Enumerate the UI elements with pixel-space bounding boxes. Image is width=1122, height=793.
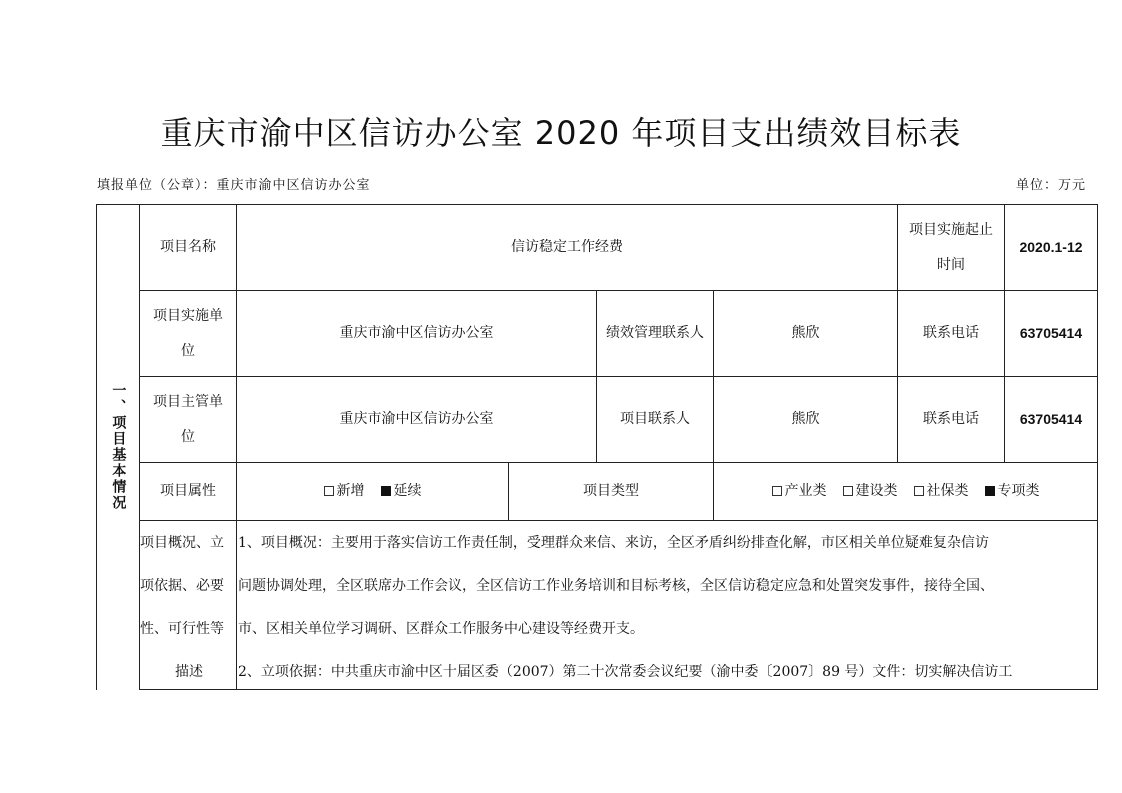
attr-option-continued-label: 延续 xyxy=(393,483,422,500)
type-option-construction-label: 建设类 xyxy=(855,483,898,500)
type-option-special-label: 专项类 xyxy=(997,483,1040,500)
project-name-value-cell xyxy=(237,205,897,290)
type-label: 项目类型 xyxy=(583,483,639,500)
description-label xyxy=(140,522,238,694)
description-label-line: 项依据、必要 xyxy=(140,578,224,594)
description-text-line: 问题协调处理，全区联席办工作会议，全区信访工作业务培训和目标考核，全区信访稳定应急和处置突发事件，接待全国、 xyxy=(238,578,994,594)
attr-option-continued[interactable] xyxy=(381,483,422,500)
type-option-construction[interactable] xyxy=(843,483,898,500)
impl-unit-label-line1: 项目实施单 xyxy=(153,307,223,324)
attr-option-new-label: 新增 xyxy=(336,483,365,500)
type-option-social-label: 社保类 xyxy=(926,483,969,500)
impl-unit-value-cell xyxy=(237,291,596,376)
mgr-unit-value: 重庆市渝中区信访办公室 xyxy=(339,411,494,428)
type-option-social-checkbox[interactable] xyxy=(914,486,924,496)
impl-unit-value: 重庆市渝中区信访办公室 xyxy=(339,325,494,342)
perf-contact-value: 熊欣 xyxy=(791,325,820,342)
attr-option-new[interactable] xyxy=(324,483,365,500)
perf-contact-label-cell xyxy=(597,291,713,376)
description-text xyxy=(238,522,1096,694)
type-option-special[interactable] xyxy=(985,483,1040,500)
type-options-cell xyxy=(714,463,1097,520)
period-value: 2020.1-12 xyxy=(1019,239,1083,256)
phone-label-1-cell xyxy=(898,291,1004,376)
proj-contact-label: 项目联系人 xyxy=(620,411,690,428)
phone-value-1-cell xyxy=(1005,291,1097,376)
period-label-line1: 项目实施起止 xyxy=(909,221,993,238)
proj-contact-label-cell xyxy=(597,377,713,462)
phone-value-1: 63705414 xyxy=(1019,325,1083,342)
phone-label-2-cell xyxy=(898,377,1004,462)
type-label-cell xyxy=(509,463,713,520)
attr-label: 项目属性 xyxy=(160,483,216,500)
description-text-line: 1、项目概况：主要用于落实信访工作责任制，受理群众来信、来访，全区矛盾纠纷排查化解，市区相关单位疑难复杂信访 xyxy=(238,535,989,551)
type-option-industry-checkbox[interactable] xyxy=(772,486,782,496)
perf-contact-value-cell xyxy=(714,291,897,376)
description-label-line: 性、可行性等 xyxy=(140,621,224,637)
phone-label-2: 联系电话 xyxy=(923,411,979,428)
type-option-social[interactable] xyxy=(914,483,969,500)
period-label-cell xyxy=(898,205,1004,290)
type-option-industry-label: 产业类 xyxy=(784,483,827,500)
impl-unit-label-line2: 位 xyxy=(181,342,195,359)
filler-unit: 填报单位（公章）：重庆市渝中区信访办公室 xyxy=(97,178,371,193)
type-option-construction-checkbox[interactable] xyxy=(843,486,853,496)
mgr-unit-label-cell xyxy=(140,377,236,462)
mgr-unit-value-cell xyxy=(237,377,596,462)
section-label-cell xyxy=(97,205,139,689)
attr-option-new-checkbox[interactable] xyxy=(324,486,334,496)
type-option-industry[interactable] xyxy=(772,483,827,500)
attr-label-cell xyxy=(140,463,236,520)
impl-unit-label-cell xyxy=(140,291,236,376)
document-title: 重庆市渝中区信访办公室 2020 年项目支出绩效目标表 xyxy=(160,114,962,152)
description-text-line: 市、区相关单位学习调研、区群众工作服务中心建设等经费开支。 xyxy=(238,621,644,637)
proj-contact-value-cell xyxy=(714,377,897,462)
proj-contact-value: 熊欣 xyxy=(791,411,820,428)
description-label-line: 项目概况、立 xyxy=(140,535,224,551)
attr-options-cell xyxy=(237,463,508,520)
currency-unit: 单位：万元 xyxy=(1015,178,1086,193)
description-label-line: 描述 xyxy=(175,664,203,680)
period-value-cell xyxy=(1005,205,1097,290)
period-label-line2: 时间 xyxy=(937,256,965,273)
type-option-special-checkbox[interactable] xyxy=(985,486,995,496)
mgr-unit-label-line1: 项目主管单 xyxy=(153,393,223,410)
section-label: 一、项目基本情况 xyxy=(110,383,127,511)
phone-value-2: 63705414 xyxy=(1019,411,1083,428)
attr-option-continued-checkbox[interactable] xyxy=(381,486,391,496)
project-name-label: 项目名称 xyxy=(160,239,216,256)
project-name-label-cell xyxy=(140,205,236,290)
phone-label-1: 联系电话 xyxy=(923,325,979,342)
project-name-value: 信访稳定工作经费 xyxy=(511,239,623,256)
perf-contact-label: 绩效管理联系人 xyxy=(606,325,704,342)
description-text-line: 2、立项依据：中共重庆市渝中区十届区委（2007）第二十次常委会议纪要（渝中委〔2007〕89 号）文件：切实解决信访工 xyxy=(238,664,1013,680)
phone-value-2-cell xyxy=(1005,377,1097,462)
mgr-unit-label-line2: 位 xyxy=(181,428,195,445)
